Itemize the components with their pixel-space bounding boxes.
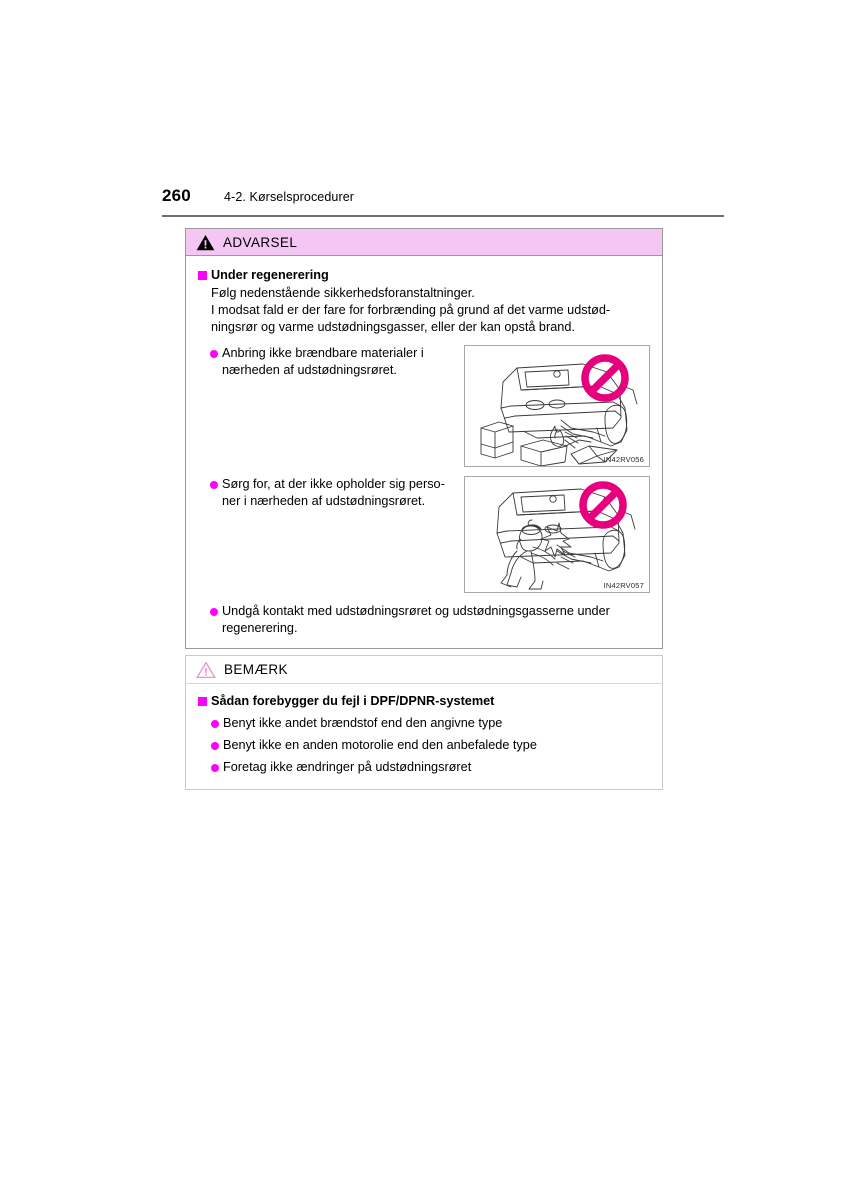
illustration-code: IN42RV056 (603, 455, 644, 464)
illustration-svg-1 (465, 346, 649, 466)
dot-list-item (210, 603, 648, 636)
notice-header (186, 656, 662, 684)
page-number: 260 (162, 186, 191, 205)
notice-box (185, 655, 663, 790)
notice-label: BEMÆRK (224, 662, 288, 677)
notice-body (186, 684, 662, 789)
warning-intro-line-1: Følg nedenstående sikkerhedsforanstaltninger. (211, 286, 475, 300)
warning-item-2 (198, 476, 650, 593)
warning-triangle-filled-icon (196, 234, 215, 251)
notice-item-2: Benyt ikke en anden motorolie end den anbefalede type (223, 738, 537, 752)
dot-bullet-icon (211, 742, 219, 750)
warning-heading: Under regenerering (211, 268, 329, 282)
dot-bullet-icon (210, 481, 218, 489)
dot-bullet-icon (211, 764, 219, 772)
notice-item-1: Benyt ikke andet brændstof end den angivne type (223, 716, 503, 730)
warning-item-1-text (198, 345, 453, 467)
notice-heading-row (198, 693, 650, 709)
warning-item-1-line-1: Anbring ikke brændbare materialer i (222, 346, 424, 360)
list-item (211, 759, 650, 775)
page-header (0, 186, 848, 220)
warning-box (185, 228, 663, 649)
section-title: 4-2. Kørselsprocedurer (224, 190, 355, 204)
dot-bullet-icon (210, 608, 218, 616)
illustration-svg-2 (465, 477, 649, 592)
warning-intro-line-2: I modsat fald er der fare for forbrænding på grund af det varme udstød- (211, 303, 611, 317)
list-item (211, 715, 650, 731)
warning-intro (211, 285, 650, 336)
notice-item-3: Foretag ikke ændringer på udstødningsrøret (223, 760, 472, 774)
warning-body (186, 256, 662, 648)
warning-item-2-text (198, 476, 453, 593)
prohibition-sign-icon (583, 485, 623, 525)
notice-triangle-outline-icon (196, 661, 216, 679)
header-divider (162, 215, 724, 217)
dot-list-item (210, 476, 453, 509)
notice-list (211, 715, 650, 775)
dot-list-item (210, 345, 453, 378)
list-item (211, 737, 650, 753)
warning-item-3-line-2: regenerering. (222, 620, 298, 635)
warning-item-2-line-2: ner i nærheden af udstødningsrøret. (222, 493, 426, 508)
illustration-exhaust-flammable-materials (464, 345, 650, 467)
warning-item-3-line-1: Undgå kontakt med udstødningsrøret og udstødningsgasserne under (222, 604, 610, 618)
warning-item-2-line-1: Sørg for, at der ikke opholder sig perso- (222, 477, 445, 491)
square-bullet-icon (198, 271, 207, 280)
warning-item-1 (198, 345, 650, 467)
dot-bullet-icon (211, 720, 219, 728)
warning-heading-row (198, 267, 650, 283)
notice-heading: Sådan forebygger du fejl i DPF/DPNR-systemet (211, 694, 495, 708)
warning-label: ADVARSEL (223, 234, 298, 250)
prohibition-sign-icon (585, 358, 625, 398)
warning-intro-line-3: ningsrør og varme udstødningsgasser, eller der kan opstå brand. (211, 320, 575, 334)
warning-item-1-line-2: nærheden af udstødningsrøret. (222, 362, 397, 377)
warning-item-3 (198, 603, 650, 636)
warning-header (186, 229, 662, 256)
illustration-exhaust-person-nearby (464, 476, 650, 593)
square-bullet-icon (198, 697, 207, 706)
illustration-code: IN42RV057 (603, 581, 644, 590)
dot-bullet-icon (210, 350, 218, 358)
